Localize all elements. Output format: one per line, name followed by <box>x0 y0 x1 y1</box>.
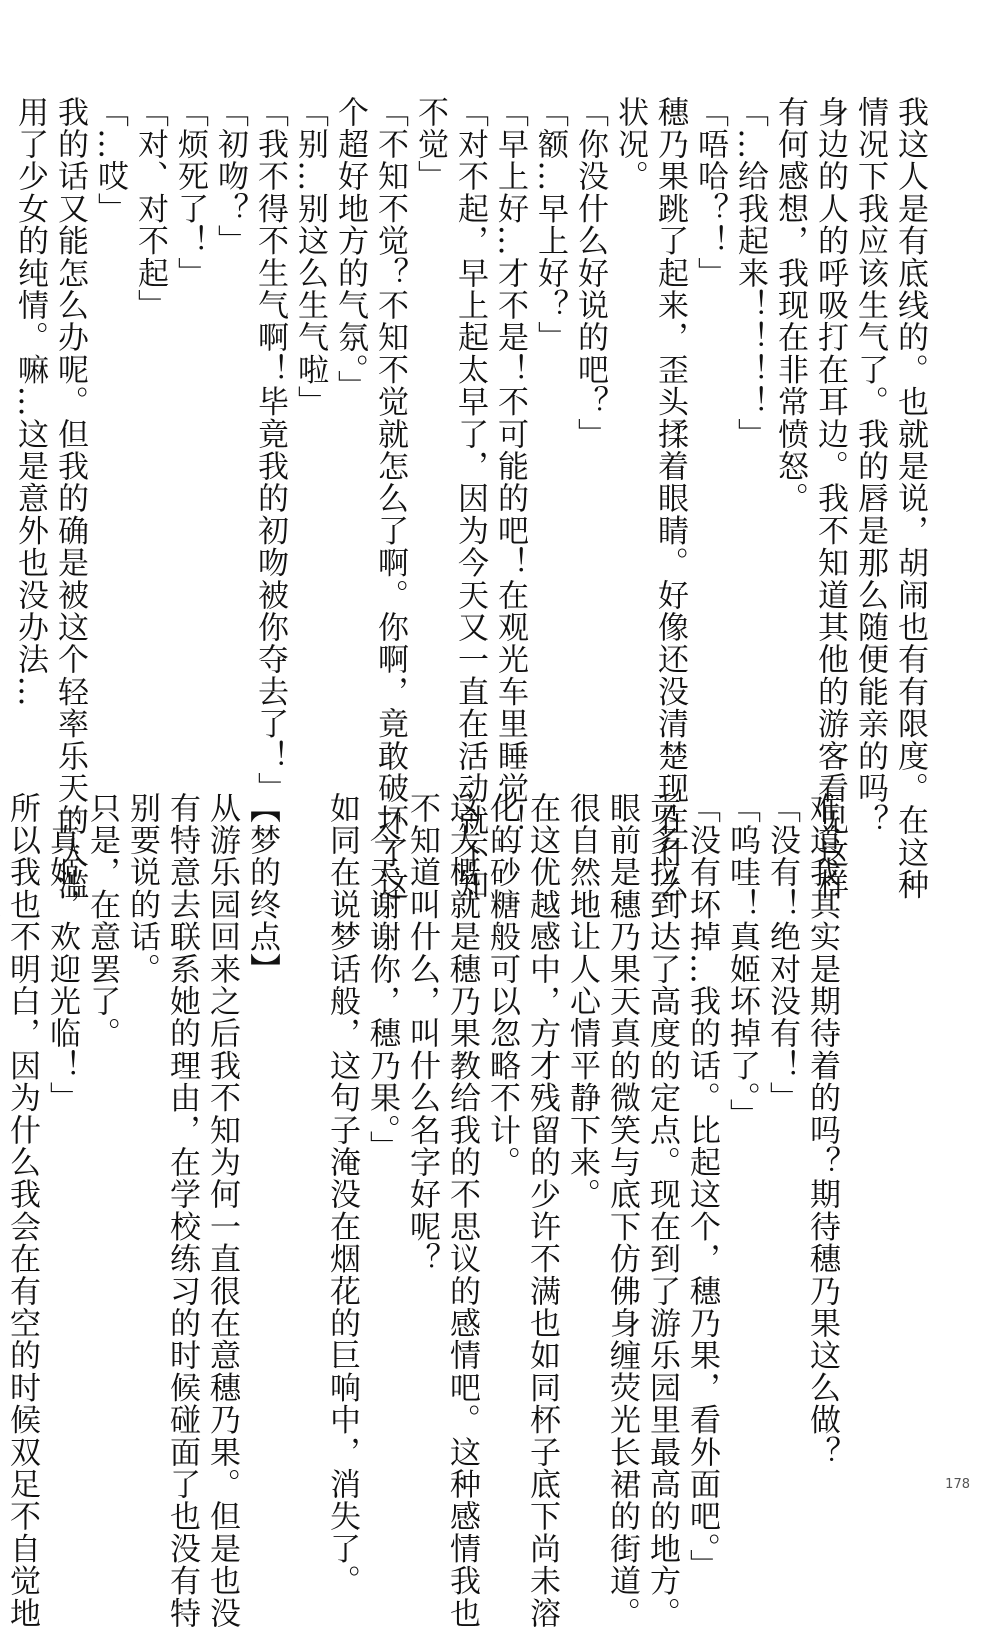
text-line: 「真姬，欢迎光临！」 <box>44 792 80 1114</box>
text-line: 穗乃果跳了起来，歪头揉着眼睛。好像还没清楚现在什么 <box>652 96 688 901</box>
text-line: 情况下我应该生气了。我的唇是那么随便能亲的吗？ <box>852 96 888 837</box>
text-line: 「今天谢谢你，穗乃果。」 <box>364 792 400 1163</box>
text-line: 「我不得不生气啊！毕竟我的初吻被你夺去了！」 <box>252 96 288 805</box>
text-line: 贡多拉到达了高度的定点。现在到了游乐园里最高的地方。 <box>644 792 680 1629</box>
text-line: 用了少女的纯情。嘛…这是意外也没办法… <box>12 96 48 708</box>
text-line: 「烦死了！」 <box>172 96 208 290</box>
blank-line <box>282 792 322 1472</box>
text-line: 如同在说梦话般，这句子淹没在烟花的巨响中，消失了。 <box>324 792 360 1597</box>
text-line: 「…哎」 <box>92 96 128 225</box>
text-line: 「对、对不起」 <box>132 96 168 322</box>
text-line: 所以我也不明白，因为什么我会在有空的时候双足不自觉地 <box>4 792 40 1629</box>
text-line: 眼前是穗乃果天真的微笑与底下仿佛身缠荧光长裙的街道。 <box>604 792 640 1629</box>
text-line: 只是，在意罢了。 <box>84 792 120 1050</box>
text-line: 很自然地让人心情平静下来。 <box>564 792 600 1211</box>
text-line: 「呜哇！真姬坏掉了。」 <box>724 792 760 1131</box>
text-line: 身边的人的呼吸打在耳边。我不知道其他的游客看见这样 <box>812 96 848 901</box>
text-line: 从游乐园回来之后我不知为何一直很在意穗乃果。但是也没 <box>204 792 240 1629</box>
text-line: 「不知不觉？不知不觉就怎么了啊。你啊，竟敢破坏了这 <box>372 96 408 901</box>
text-line: 我的话又能怎么办呢。但我的确是被这个轻率乐天的人滥 <box>52 96 88 901</box>
text-line: 化的砂糖般可以忽略不计。 <box>484 792 520 1179</box>
text-section-bottom <box>0 792 842 1629</box>
text-line: 「唔哈？！」 <box>692 96 728 290</box>
text-line: 别要说的话。 <box>124 792 160 986</box>
text-line: 「额…早上好？」 <box>532 96 568 354</box>
text-line: 不觉」 <box>412 96 448 193</box>
text-line: 状况。 <box>612 96 648 193</box>
text-line: 「没有坏掉…我的话。比起这个，穗乃果，看外面吧。」 <box>684 792 720 1582</box>
section-heading: 【梦的终点】 <box>244 792 280 986</box>
text-line: 这大概就是穗乃果教给我的不思议的感情吧。这种感情我也 <box>444 792 480 1629</box>
text-line: 「你没什么好说的吧？」 <box>572 96 608 451</box>
page-number: 178 <box>945 1477 970 1492</box>
text-line: 我这人是有底线的。也就是说，胡闹也有有限度。在这种 <box>892 96 928 901</box>
text-line: 「初吻？」 <box>212 96 248 257</box>
text-line: 「没有！绝对没有！」 <box>764 792 800 1114</box>
text-line: 难道我其实是期待着的吗？期待穗乃果这么做？ <box>804 792 840 1469</box>
text-line: 有何感想，我现在非常愤怒。 <box>772 96 808 515</box>
text-line: 在这优越感中，方才残留的少许不满也如同杯子底下尚未溶 <box>524 792 560 1629</box>
text-line: 个超好地方的气氛。」 <box>332 96 368 403</box>
text-line: 不知道叫什么，叫什么名字好呢？ <box>404 792 440 1275</box>
text-line: 「别…别这么生气啦」 <box>292 96 328 418</box>
text-line: 「对不起，早上起太早了，因为今天又一直在活动就不知 <box>452 96 488 901</box>
text-line: 有特意去联系她的理由，在学校练习的时候碰面了也没有特 <box>164 792 200 1629</box>
text-line: 「早上好…才不是！不可能的吧！在观光车里睡觉！」 <box>492 96 528 869</box>
text-line: 「…给我起来！！！！」 <box>732 96 768 451</box>
